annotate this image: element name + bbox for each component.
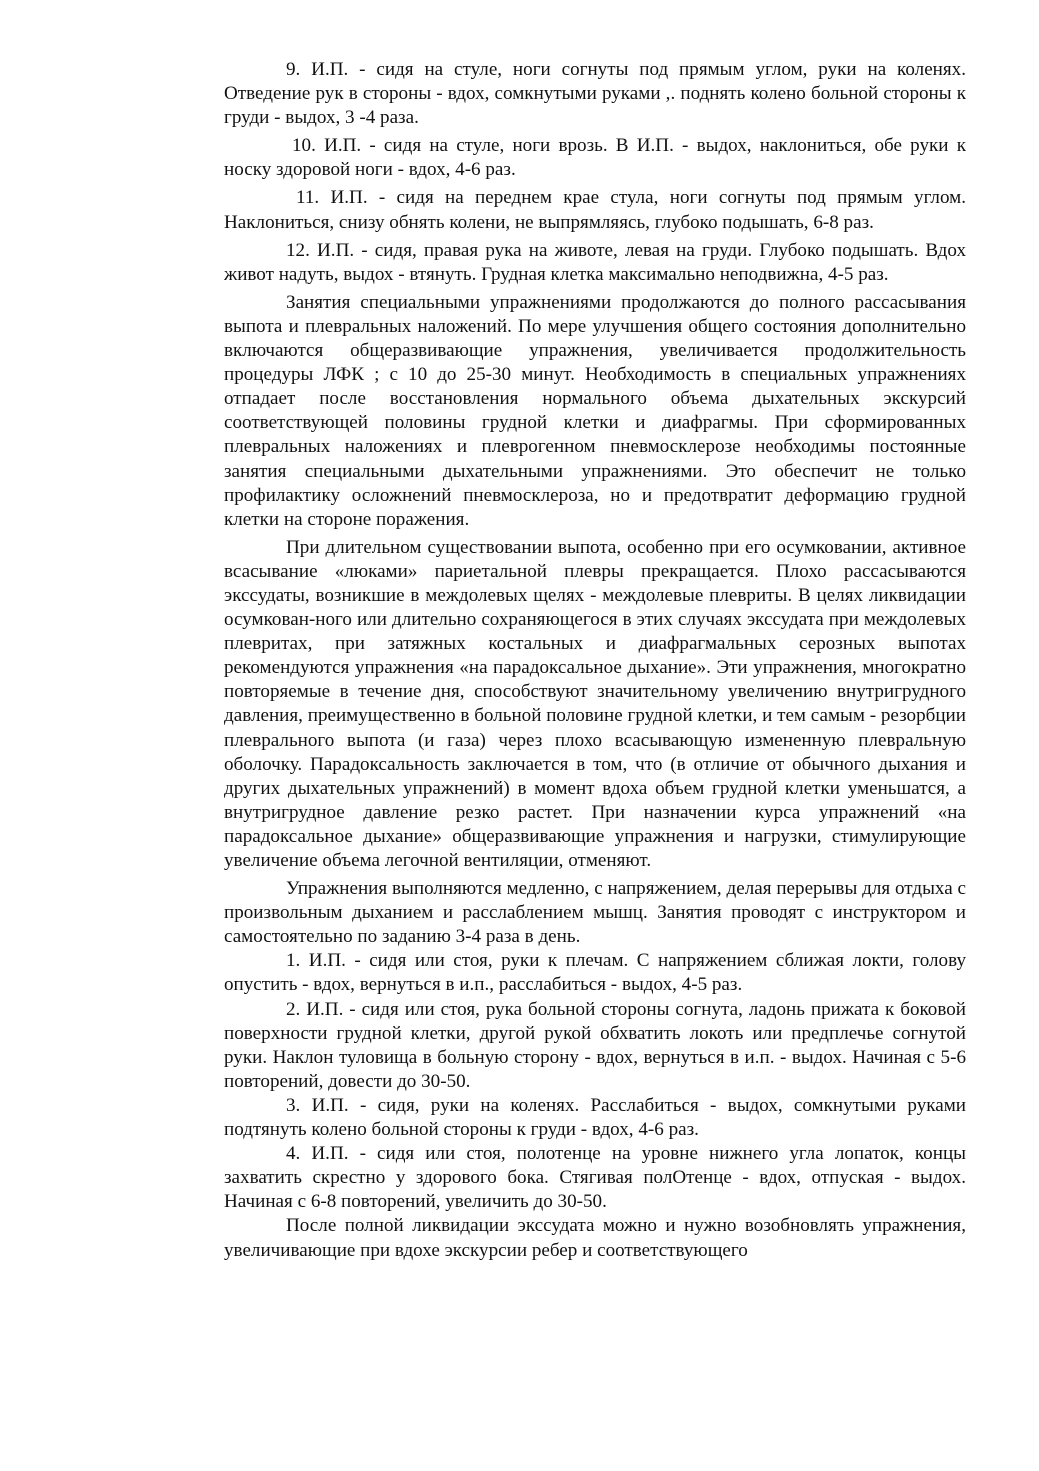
exercise-9: 9. И.П. - сидя на стуле, ноги согнуты под прямым углом, руки на коленях. Отведение рук в стороны - вдох, сомкнутыми руками ,. поднять колено больной стороны к груди - выдох, 3 -4 раза. [224, 59, 966, 129]
paragraph-paradoxical-breathing: При длительном существовании выпота, особенно при его осумковании, активное всасывание «люками» париетальной плевры прекращается. Плохо рассасываются экссудаты, возникшие в междолевых щелях - междолевые плевриты. В целях ликвидации осумкован-ного или длительно сохраняющегося в этих случаях экссудата при междолевых плевритах, при затяжных костальных и диафрагмальных серозных выпотах рекомендуются упражнения «на парадоксальное дыхание». Эти упражнения, многократно повторяемые в течение дня, способствуют значительному увеличению внутригрудного давления, преимущественно в больной половине грудной клетки, и тем самым - резорбции плеврального выпота (и газа) через плохо всасывающую измененную плевральную оболочку. Парадоксальность заключается в том, что (в отличие от обычного дыхания и других дыхательных упражнений) в момент вдоха объем грудной клетки уменьшатся, а внутригрудное давление резко растет. При назначении курса упражнений «на парадоксальное дыхание» общеразвивающие упражнения и нагрузки, стимулирующие увеличение объема легочной вентиляции, отменяют. [224, 536, 966, 871]
exercise-10: 10. И.П. - сидя на стуле, ноги врозь. В И.П. - выдох, наклониться, обе руки к носку здоровой ноги - вдох, 4-6 раз. [224, 135, 966, 181]
exercise-3: 3. И.П. - сидя, руки на коленях. Расслабиться - выдох, сомкнутыми руками подтянуть колено больной стороны к груди - вдох, 4-6 раз. [224, 1094, 966, 1141]
document-page [224, 58, 966, 1263]
exercise-11: 11. И.П. - сидя на переднем крае стула, ноги согнуты под прямым углом. Наклониться, снизу обнять колени, не выпрямляясь, глубоко подышать, 6-8 раз. [224, 187, 966, 233]
exercise-4: 4. И.П. - сидя или стоя, полотенце на уровне нижнего угла лопаток, концы захватить скрестно у здорового бока. Стягивая полОтенце - вдох, отпуская - выдох. Начиная с 6-8 повторений, увеличить до 30-50. [224, 1143, 966, 1213]
exercise-12: 12. И.П. - сидя, правая рука на животе, левая на груди. Глубоко подышать. Вдох живот надуть, выдох - втянуть. Грудная клетка максимально неподвижна, 4-5 раз. [224, 239, 966, 285]
exercise-2: 2. И.П. - сидя или стоя, рука больной стороны согнута, ладонь прижата к боковой поверхности грудной клетки, другой рукой обхватить локоть или предплечье согнутой руки. Наклон туловища в больную сторону - вдох, вернуться в и.п. - выдох. Начиная с 5-6 повторений, довести до 30-50. [224, 998, 966, 1092]
exercise-1: 1. И.П. - сидя или стоя, руки к плечам. С напряжением сближая локти, голову опустить - вдох, вернуться в и.п., расслабиться - выдох, 4-5 раз. [224, 950, 966, 996]
paragraph-after-liquidation: После полной ликвидации экссудата можно и нужно возобновлять упражнения, увеличивающие при вдохе экскурсии ребер и соответствующего [224, 1215, 966, 1261]
paragraph-special-exercises: Занятия специальными упражнениями продолжаются до полного рассасывания выпота и плевральных наложений. По мере улучшения общего состояния дополнительно включаются общеразвивающие упражнения, увеличивается продолжительность процедуры ЛФК ; с 10 до 25-30 минут. Необходимость в специальных упражнениях отпадает после восстановления нормального объема дыхательных экскурсий соответствующей половины грудной клетки и диафрагмы. При сформированных плевральных наложениях и плеврогенном пневмосклерозе необходимы постоянные занятия специальными дыхательными упражнениями. Это обеспечит не только профилактику осложнений пневмосклероза, но и предотвратит деформацию грудной клетки на стороне поражения. [224, 291, 966, 530]
paragraph-exercise-instructions: Упражнения выполняются медленно, с напряжением, делая перерывы для отдыха с произвольным дыханием и расслаблением мышц. Занятия проводят с инструктором и самостоятельно по заданию 3-4 раза в день. [224, 878, 966, 948]
